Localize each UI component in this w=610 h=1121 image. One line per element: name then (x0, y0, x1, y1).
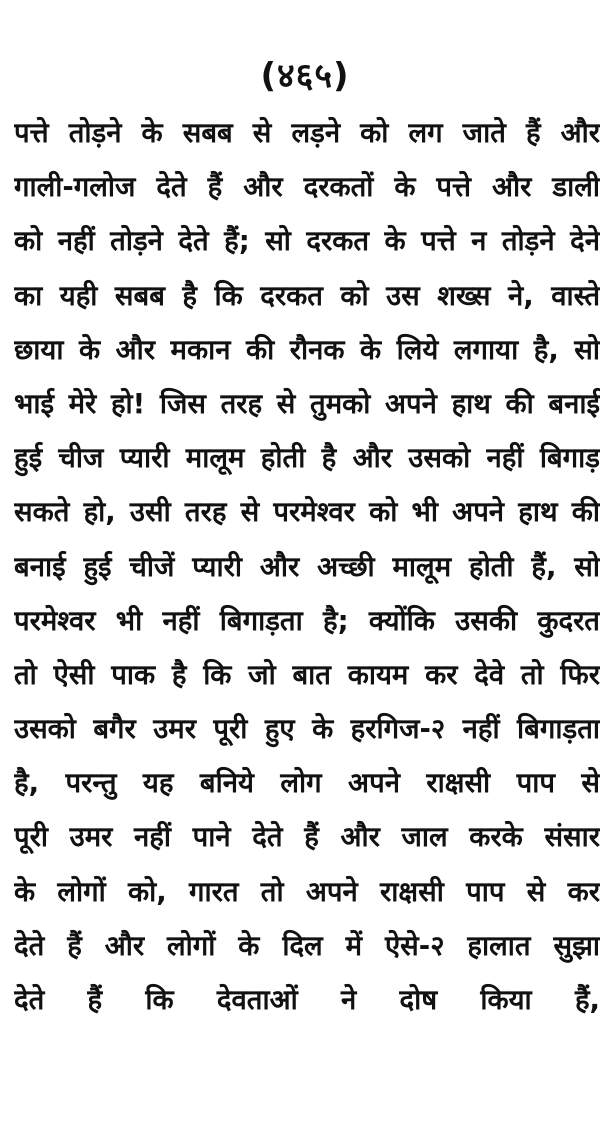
text-line-12: उसको बगैर उमर पूरी हुए के हरगिज-२ नहीं बिगाड़ता (14, 713, 600, 746)
text-line-17: देते हैं कि देवताओं ने दोष किया हैं, (14, 984, 600, 1016)
text-line-16: देते हैं और लोगों के दिल में ऐसे-२ हालात सुझा (14, 929, 600, 962)
text-line-13: है, परन्तु यह बनिये लोग अपने राक्षसी पाप से (14, 767, 600, 800)
text-line-9: बनाई हुई चीजें प्यारी और अच्छी मालूम होती हैं, सो (14, 550, 600, 583)
text-line-4: का यही सबब है कि दरकत को उस शख्स ने, वास्ते (14, 279, 600, 312)
page-number: (४६५) (260, 56, 350, 96)
text-line-2: गाली-गलोज देते हैं और दरकतों के पत्ते और डाली (14, 171, 600, 204)
text-line-6: भाई मेरे हो! जिस तरह से तुमको अपने हाथ की बनाई (14, 387, 600, 420)
text-line-10: परमेश्वर भी नहीं बिगाड़ता है; क्योंकि उसकी कुदरत (14, 604, 600, 637)
text-line-14: पूरी उमर नहीं पाने देते हैं और जाल करके संसार (14, 821, 600, 854)
text-line-3: को नहीं तोड़ने देते हैं; सो दरकत के पत्ते न तोड़ने देने (14, 225, 600, 258)
text-line-5: छाया के और मकान की रौनक के लिये लगाया है, सो (14, 333, 600, 366)
text-line-11: तो ऐसी पाक है कि जो बात कायम कर देवे तो फिर (14, 658, 600, 691)
text-line-8: सकते हो, उसी तरह से परमेश्वर को भी अपने हाथ की (14, 496, 600, 529)
body-text (14, 106, 600, 1027)
text-line-7: हुई चीज प्यारी मालूम होती है और उसको नहीं बिगाड़ (14, 442, 600, 475)
text-line-1: पत्ते तोड़ने के सबब से लड़ने को लग जाते हैं और (14, 117, 600, 149)
text-line-15: के लोगों को, गारत तो अपने राक्षसी पाप से कर (14, 875, 600, 908)
